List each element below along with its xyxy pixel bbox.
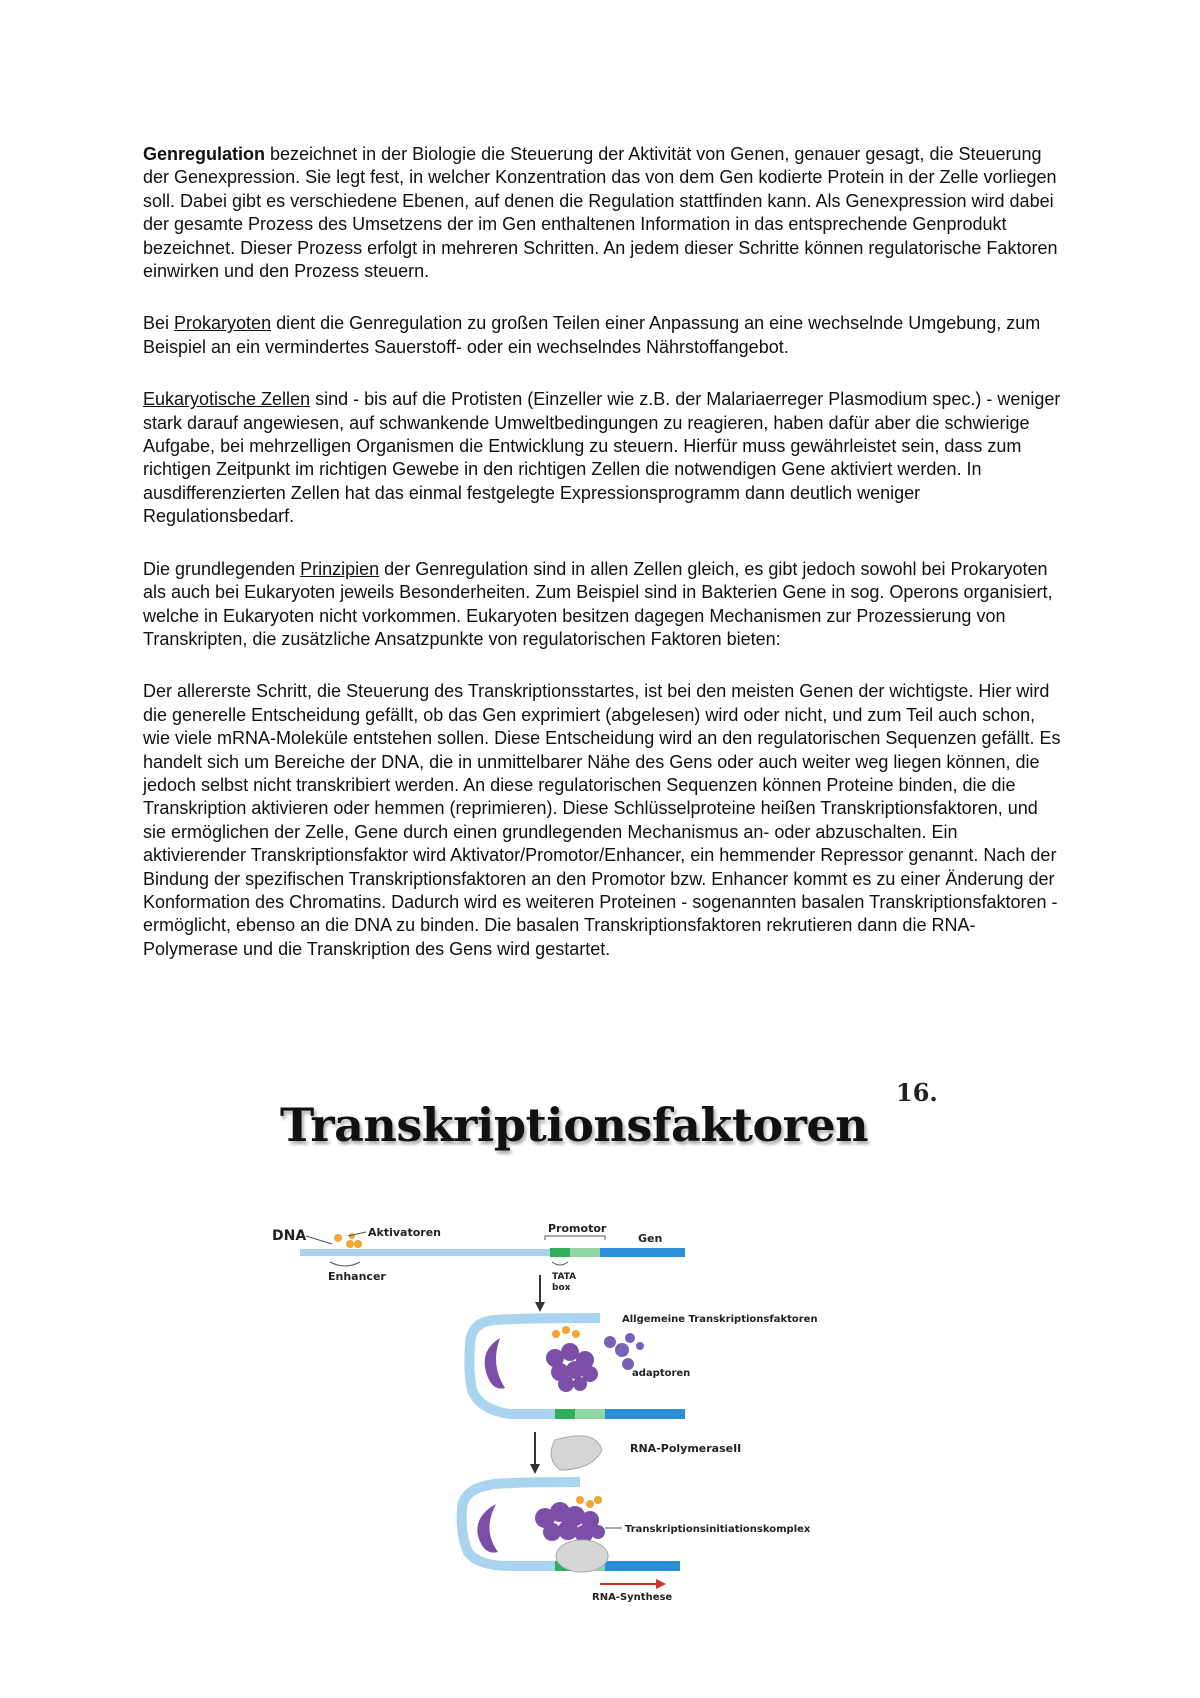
figure-title: Transkriptionsfaktoren (280, 1098, 869, 1152)
promotor-segment (550, 1248, 570, 1257)
label-dna: DNA (272, 1228, 307, 1244)
link-prokaryoten[interactable]: Prokaryoten (174, 313, 272, 334)
rna-polymerase-bottom (556, 1540, 608, 1572)
rna-polymerase-shape (551, 1436, 602, 1470)
promotor-light-middle (575, 1409, 605, 1419)
link-prinzipien[interactable]: Prinzipien (300, 558, 380, 579)
promotor-segment-middle (555, 1409, 575, 1419)
initiation-complex-bottom (535, 1502, 605, 1543)
activator-protein-middle (485, 1338, 505, 1389)
paragraph-text: Bei (143, 313, 175, 334)
label-komplex: Transkriptionsinitiationskomplex (625, 1524, 811, 1535)
promotor-segment-light (570, 1248, 600, 1257)
paragraph-text: bezeichnet in der Biologie die Steuerung der Aktivität von Genen, genauer gesagt, die Steuerung der Genexpression. Sie legt fest, in welcher Konzentration das von dem Gen kodierte Protein in der Zelle vorliegen soll. Dabei gibt es verschiedene Ebenen, auf denen die Regulation stattfinden kann. Als Genexpression wird dabei der gesamte Prozess des Umsetzens der im Gen enthaltenen Information in das entsprechende Genprodukt bezeichnet. Dieser Prozess erfolgt in mehreren Schritten. An jedem dieser Schritte können regulatorische Faktoren einwirken und den Prozess steuern. (143, 144, 1058, 282)
arrow-head-1 (535, 1302, 545, 1312)
label-adaptoren: adaptoren (632, 1368, 691, 1379)
gene-segment-middle (605, 1409, 685, 1419)
dna-pointer-line (306, 1236, 332, 1244)
label-allgemeine: Allgemeine Transkriptionsfaktoren (622, 1314, 818, 1325)
mediator-cluster-middle (546, 1343, 598, 1392)
rna-arrow-head (656, 1579, 666, 1589)
gene-segment-bottom (605, 1561, 680, 1571)
gene-segment (600, 1248, 685, 1257)
label-polymerase: RNA-PolymeraseII (630, 1442, 742, 1455)
dna-strand-light (300, 1249, 550, 1256)
label-aktivatoren: Aktivatoren (368, 1226, 441, 1239)
paragraph-text: der Genregulation sind in allen Zellen gleich, es gibt jedoch sowohl bei Prokaryoten als auch bei Eukaryoten jeweils Besonderheiten. Zum Beispiel sind in Bakterien Gene in sog. Operons organisiert, welche in Eukaryoten nicht vorkommen. Eukaryoten besitzen dagegen Mechanismen zur Prozessierung von Transkripten, die zusätzliche Ansatzpunkte von regulatorischen Faktoren bieten: (143, 558, 1053, 649)
activator-protein-bottom (477, 1504, 498, 1553)
activators-middle (552, 1326, 580, 1338)
tata-bracket (552, 1262, 568, 1265)
label-tata: TATA (552, 1272, 577, 1282)
label-gen: Gen (638, 1232, 663, 1245)
paragraph-text: dient die Genregulation zu großen Teilen einer Anpassung an eine wechselnde Umgebung, zum Beispiel an ein vermindertes Sauerstoff- oder ein wechselndes Nährstoffangebot. (143, 313, 1041, 357)
general-factors-middle (604, 1333, 644, 1370)
paragraph-text: Die grundlegenden (143, 558, 301, 579)
label-enhancer: Enhancer (328, 1270, 386, 1283)
label-box: box (552, 1283, 571, 1293)
label-promotor: Promotor (548, 1222, 607, 1235)
paragraph-text: sind - bis auf die Protisten (Einzeller wie z.B. der Malariaerreger Plasmodium spec.) - weniger stark darauf angewiesen, auf schwankende Umweltbedingungen zu reagieren, haben dafür aber die schwierige Aufgabe, bei mehrzelligen Organismen die Entwicklung zu steuern. Hierfür muss gewährleistet sein, dass zum richtigen Zeitpunkt im richtigen Gewebe in den richtigen Zellen die notwendigen Gene aktiviert werden. In ausdifferenzierten Zellen hat das einmal festgelegte Expressionsprogramm dann deutlich weniger Regulationsbedarf. (143, 389, 1061, 527)
label-synthese: RNA-Synthese (592, 1592, 673, 1603)
paragraph-text: Der allererste Schritt, die Steuerung des Transkriptionsstartes, ist bei den meisten Genen der wichtigste. Hier wird die generelle Entscheidung gefällt, ob das Gen exprimiert (abgelesen) wird oder nicht, und zum Teil auch schon, wie viele mRNA-Moleküle entstehen sollen. Diese Entscheidung wird an den regulatorischen Sequenzen gefällt. Es handelt sich um Bereiche der DNA, die in unmittelbarer Nähe des Gens oder auch weiter weg liegen können, die jedoch selbst nicht transkribiert werden. An diese regulatorischen Sequenzen können Proteine binden, die die Transkription aktivieren oder hemmen (reprimieren). Diese Schlüsselproteine heißen Transkriptionsfaktoren, und sie ermöglichen der Zelle, Gene durch einen grundlegenden Mechanismus an- oder abzuschalten. Ein aktivierender Transkriptionsfaktor wird Aktivator/Promotor/Enhancer, ein hemmender Repressor genannt. Nach der Bindung der spezifischen Transkriptionsfaktoren an den Promotor bzw. Enhancer kommt es zu einer Änderung der Konformation des Chromatins. Dadurch wird es weiteren Proteinen - sogenannten basalen Transkriptionsfaktoren - ermöglicht, ebenso an die DNA zu binden. Die basalen Transkriptionsfaktoren rekrutieren dann die RNA-Polymerase und die Transkription des Gens wird gestartet. (143, 681, 1061, 959)
activator-icons (334, 1233, 362, 1248)
activators-bottom (576, 1496, 602, 1508)
promotor-bracket (545, 1236, 605, 1240)
link-eukaryotische-zellen[interactable]: Eukaryotische Zellen (143, 389, 311, 410)
figure-number: 16. (896, 1078, 938, 1107)
arrow-head-2 (530, 1464, 540, 1474)
enhancer-bracket (330, 1262, 360, 1266)
term-genregulation: Genregulation (143, 144, 266, 164)
